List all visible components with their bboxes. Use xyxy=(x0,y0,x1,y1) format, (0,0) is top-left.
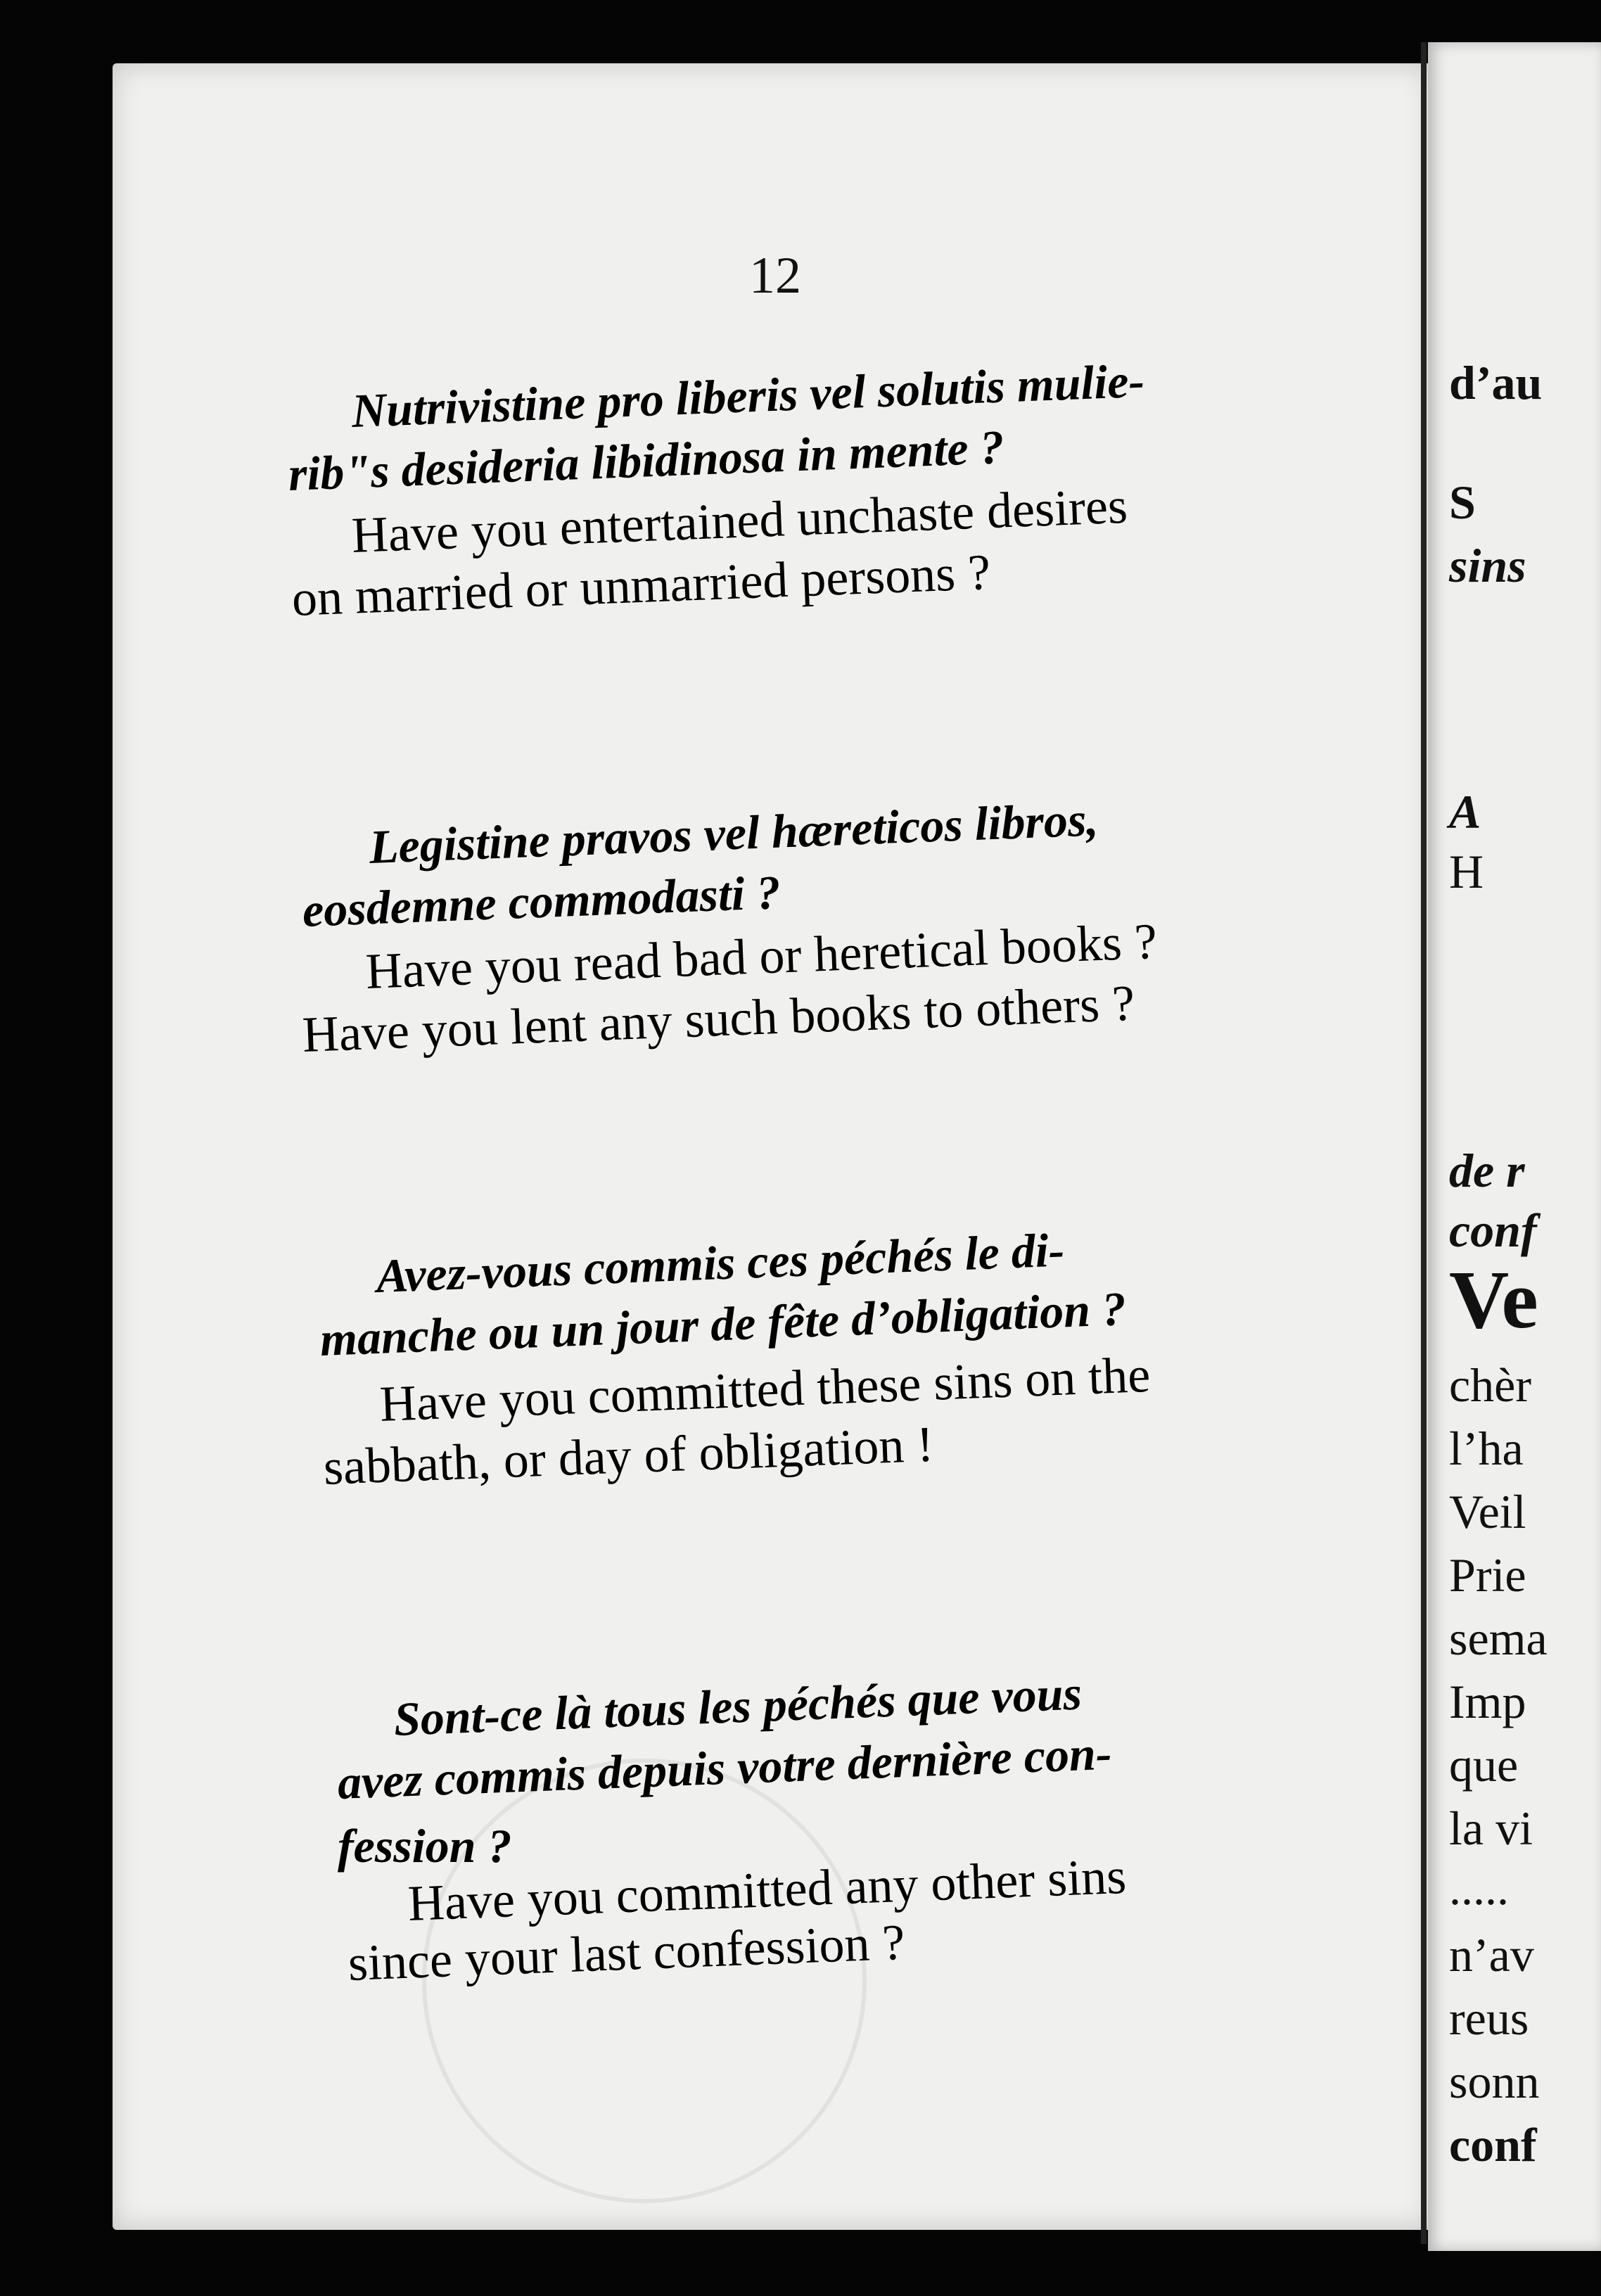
facing-fragment: de r xyxy=(1449,1144,1525,1197)
french-question-line: fession ? xyxy=(338,1819,512,1873)
facing-fragment: Imp xyxy=(1449,1675,1526,1728)
facing-fragment: la vi xyxy=(1449,1801,1533,1855)
facing-fragment: sema xyxy=(1449,1612,1548,1665)
french-question-line: avez commis depuis votre dernière con- xyxy=(336,1726,1113,1809)
latin-question-line: Legistine pravos vel hæreticos libros, xyxy=(368,792,1099,874)
facing-fragment: l’ha xyxy=(1449,1422,1524,1475)
facing-fragment: n’av xyxy=(1449,1928,1534,1982)
facing-fragment: S xyxy=(1449,476,1476,529)
facing-fragment: d’au xyxy=(1449,356,1543,409)
english-translation-line: Have you committed these sins on the xyxy=(378,1346,1152,1432)
facing-fragment: Ve xyxy=(1449,1254,1538,1346)
english-translation-line: on married or unmarried persons ? xyxy=(291,543,992,627)
facing-fragment: Veil xyxy=(1449,1485,1526,1538)
facing-fragment: que xyxy=(1449,1738,1519,1792)
french-question-line: manche ou un jour de fête d’obligation ? xyxy=(319,1282,1128,1366)
show-through-text xyxy=(331,739,341,787)
english-translation-line: since your last confession ? xyxy=(347,1913,906,1991)
facing-fragment: chèr xyxy=(1449,1358,1532,1412)
facing-fragment: conf xyxy=(1449,1204,1537,1257)
facing-fragment: sins xyxy=(1449,539,1526,592)
french-question-line: Sont-ce là tous les péchés que vous xyxy=(393,1666,1083,1746)
english-translation-line: Have you lent any such books to others ? xyxy=(301,974,1136,1063)
latin-question-line: rib"s desideria libidinosa in mente ? xyxy=(287,419,1005,501)
book-gutter xyxy=(1421,42,1427,2244)
facing-fragment: sonn xyxy=(1449,2055,1540,2108)
latin-question-line: Nutrivistine pro liberis vel solutis mulie- xyxy=(350,353,1146,438)
facing-fragment: reus xyxy=(1449,1991,1529,2045)
english-translation-line: sabbath, or day of obligation ! xyxy=(322,1415,935,1495)
right-page xyxy=(1428,42,1601,2251)
page-number: 12 xyxy=(749,247,801,305)
facing-fragment: Prie xyxy=(1449,1548,1526,1602)
facing-fragment: A xyxy=(1449,785,1481,838)
english-translation-line: Have you entertained unchaste desires xyxy=(350,477,1129,563)
facing-fragment: H xyxy=(1449,845,1484,898)
english-translation-line: Have you read bad or heretical books ? xyxy=(364,912,1159,1000)
english-translation-line: Have you committed any other sins xyxy=(407,1847,1128,1932)
facing-fragment: conf xyxy=(1449,2118,1537,2171)
facing-fragment: ..... xyxy=(1449,1861,1509,1915)
french-question-line: Avez-vous commis ces péchés le di- xyxy=(375,1223,1066,1303)
latin-question-line: eosdemne commodasti ? xyxy=(301,865,782,937)
